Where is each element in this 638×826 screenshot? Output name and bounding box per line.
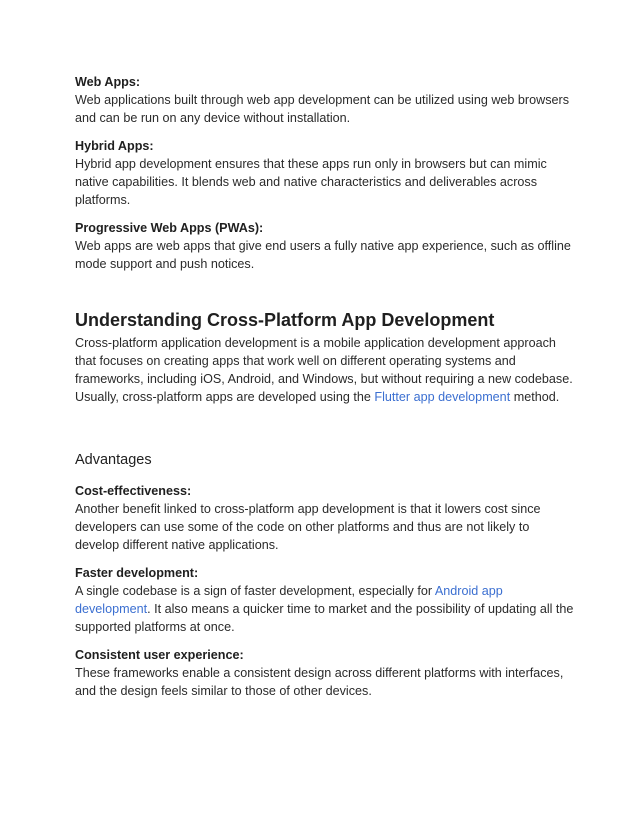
consistent-ux-section <box>75 646 575 700</box>
faster-development-section <box>75 564 575 636</box>
cross-platform-text <box>75 334 575 406</box>
pwas-text: Web apps are web apps that give end users a fully native app experience, such as offline mode support and push notices. <box>75 239 571 271</box>
cost-effectiveness-section <box>75 482 575 554</box>
flutter-app-development-link[interactable]: Flutter app development <box>374 390 511 404</box>
faster-development-text <box>75 582 575 636</box>
advantages-heading-block <box>75 450 575 470</box>
faster-development-text-before: A single codebase is a sign of faster development, especially for <box>75 584 435 598</box>
cost-effectiveness-term: Cost-effectiveness: <box>75 484 192 498</box>
hybrid-apps-text: Hybrid app development ensures that these apps run only in browsers but can mimic native capabilities. It blends web and native characteristics and deliverables across platforms. <box>75 157 547 207</box>
consistent-ux-text: These frameworks enable a consistent design across different platforms with interfaces, and the design feels similar to those of other devices. <box>75 666 564 698</box>
web-apps-section <box>75 73 575 127</box>
advantages-heading: Advantages <box>75 452 152 468</box>
cost-effectiveness-text: Another benefit linked to cross-platform app development is that it lowers cost since developers can use some of the code on other platforms and thus are not likely to develop different native applications. <box>75 502 541 552</box>
cross-platform-section <box>75 308 575 406</box>
pwas-term: Progressive Web Apps (PWAs): <box>75 221 264 235</box>
faster-development-text-after: . It also means a quicker time to market and the possibility of updating all the supported platforms at once. <box>75 602 574 634</box>
cross-platform-heading: Understanding Cross-Platform App Development <box>75 310 495 330</box>
android-app-development-link[interactable]: Android app development <box>75 584 503 616</box>
hybrid-apps-term: Hybrid Apps: <box>75 139 154 153</box>
consistent-ux-term: Consistent user experience: <box>75 648 244 662</box>
faster-development-term: Faster development: <box>75 566 199 580</box>
web-apps-text: Web applications built through web app development can be utilized using web browsers and can be run on any device without installation. <box>75 93 570 125</box>
hybrid-apps-section <box>75 137 575 209</box>
web-apps-term: Web Apps: <box>75 75 141 89</box>
cross-platform-text-before: Cross-platform application development is a mobile application development approach that focuses on creating apps that work well on different operating systems and frameworks, including iOS, Android, and Windows, but without requiring a new codebase. Usually, cross-platform apps are developed using the <box>75 336 573 404</box>
pwas-section <box>75 219 575 273</box>
cross-platform-text-after: method. <box>510 390 560 404</box>
